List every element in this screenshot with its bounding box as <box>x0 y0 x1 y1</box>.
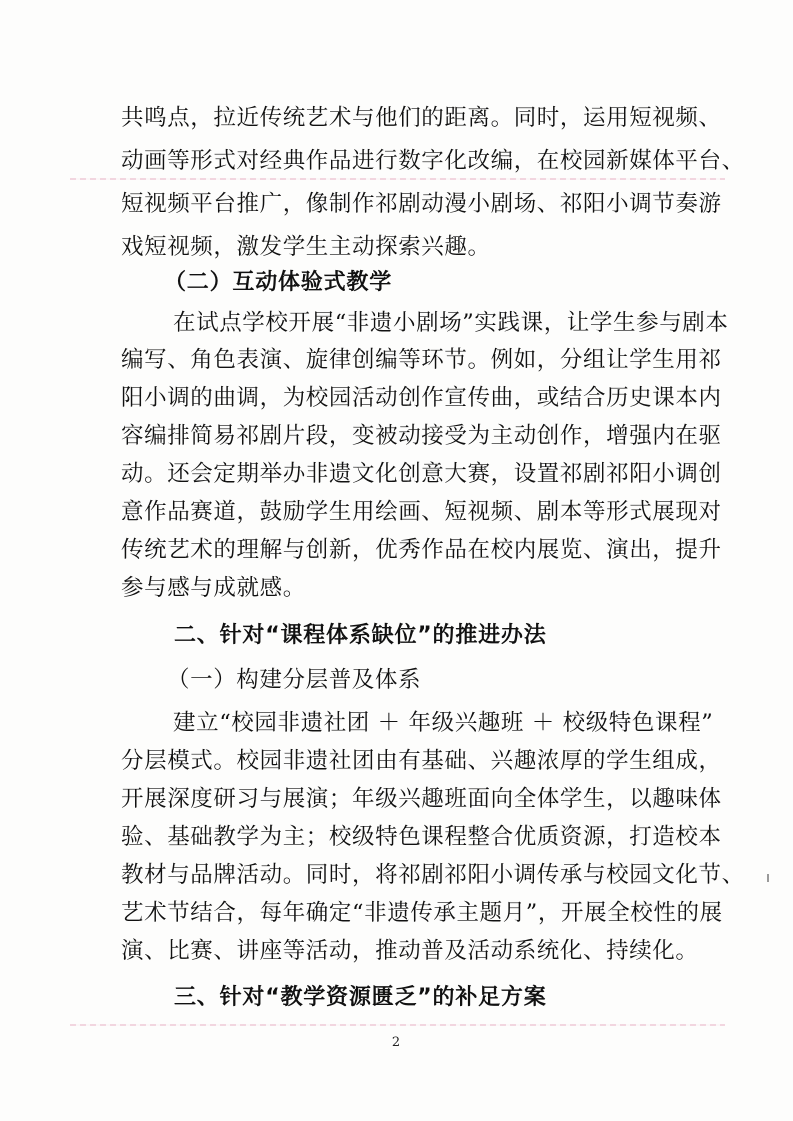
body-line-17: 分层模式。校园非遗社团由有基础、兴趣浓厚的学生组成， <box>121 748 722 774</box>
body-line-12: 传统艺术的理解与创新，优秀作品在校内展览、演出，提升 <box>121 537 722 563</box>
body-line-21: 艺术节结合，每年确定“非遗传承主题月”，开展全校性的展 <box>121 900 723 926</box>
body-line-2: 动画等形式对经典作品进行数字化改编，在校园新媒体平台、 <box>121 148 745 174</box>
section-heading-curriculum: 二、针对“课程体系缺位”的推进办法 <box>174 623 547 648</box>
scan-rule-bottom <box>70 1024 725 1026</box>
body-line-6: 在试点学校开展“非遗小剧场”实践课，让学生参与剧本 <box>173 310 729 336</box>
body-line-3: 短视频平台推广，像制作祁剧动漫小剧场、祁阳小调节奏游 <box>121 191 722 217</box>
body-line-8: 阳小调的曲调，为校园活动创作宣传曲，或结合历史课本内 <box>121 385 722 411</box>
body-line-4: 戏短视频，激发学生主动探索兴趣。 <box>121 234 491 260</box>
body-line-22: 演、比赛、讲座等活动，推动普及活动系统化、持续化。 <box>121 938 699 964</box>
body-line-7: 编写、角色表演、旋律创编等环节。例如，分组让学生用祁 <box>121 347 722 373</box>
body-line-19: 验、基础教学为主；校级特色课程整合优质资源，打造校本 <box>121 824 722 850</box>
subsection-heading-interactive-teaching: （二）互动体验式教学 <box>164 270 393 295</box>
subsection-heading-tiered-system: （一）构建分层普及体系 <box>167 667 422 693</box>
page-number: 2 <box>391 1035 401 1050</box>
body-line-10: 动。还会定期举办非遗文化创意大赛，设置祁剧祁阳小调创 <box>121 461 722 487</box>
body-line-18: 开展深度研习与展演；年级兴趣班面向全体学生，以趣味体 <box>121 786 722 812</box>
body-line-11: 意作品赛道，鼓励学生用绘画、短视频、剧本等形式展现对 <box>121 499 722 525</box>
body-line-13: 参与感与成就感。 <box>121 575 306 601</box>
body-line-9: 容编排简易祁剧片段，变被动接受为主动创作，增强内在驱 <box>121 423 722 449</box>
scan-speck <box>767 874 769 882</box>
body-line-1: 共鸣点，拉近传统艺术与他们的距离。同时，运用短视频、 <box>121 105 722 131</box>
body-line-16: 建立“校园非遗社团 ＋ 年级兴趣班 ＋ 校级特色课程” <box>173 710 714 736</box>
section-heading-resources: 三、针对“教学资源匮乏”的补足方案 <box>174 985 547 1010</box>
body-line-20: 教材与品牌活动。同时，将祁剧祁阳小调传承与校园文化节、 <box>121 862 745 888</box>
